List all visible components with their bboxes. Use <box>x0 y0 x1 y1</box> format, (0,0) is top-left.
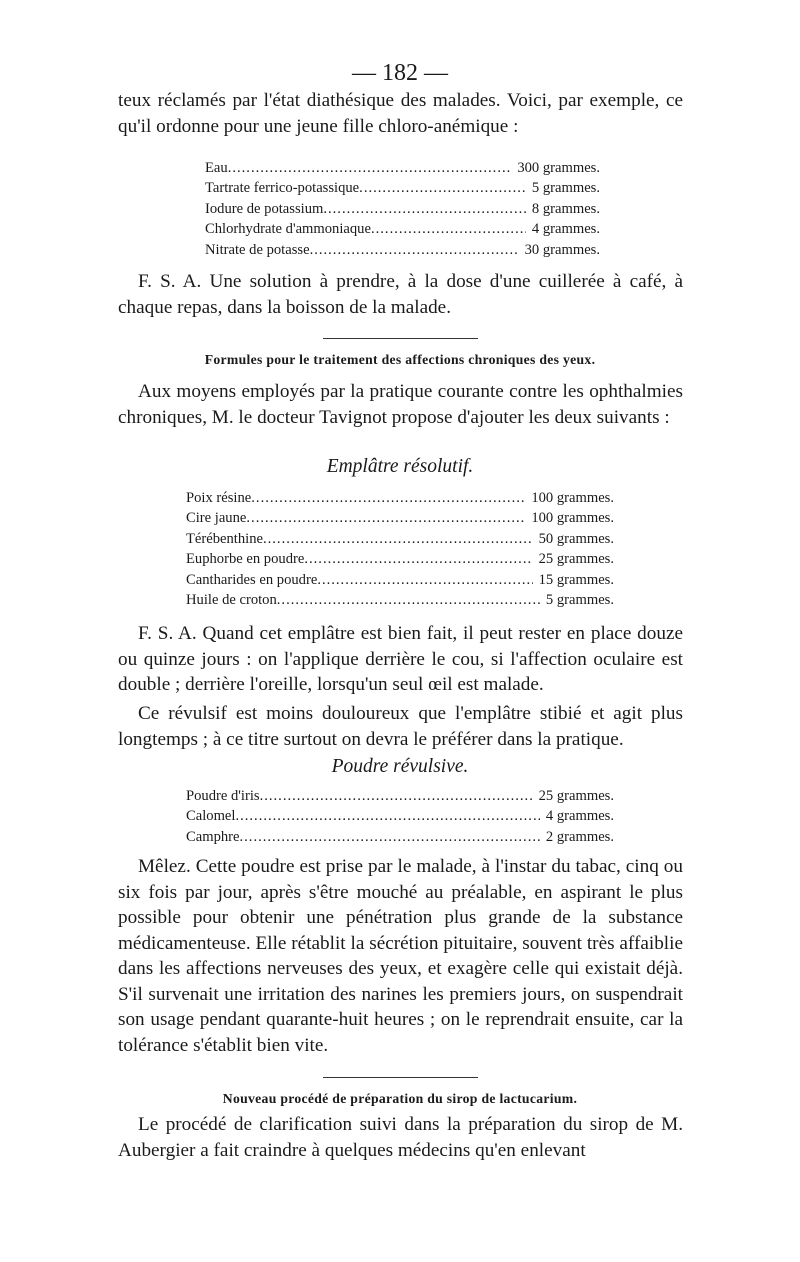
ingredient-quantity: 100 grammes. <box>531 510 614 527</box>
leader-dots <box>251 488 525 508</box>
paragraph-revulsif: Ce révulsif est moins douloureux que l'emplâtre stibié et agit plus longtemps ; à ce titre surtout on devra le préférer dans la pratique. <box>118 703 683 750</box>
formula-row <box>186 570 614 590</box>
paragraph-fsa-solution: F. S. A. Une solution à prendre, à la dose d'une cuillerée à café, à chaque repas, dans la boisson de la malade. <box>118 271 683 318</box>
subtitle-poudre: Poudre révulsive. <box>331 756 469 777</box>
paragraph-fsa-emplatre: F. S. A. Quand cet emplâtre est bien fait, il peut rester en place douze ou quinze jours : on l'applique derrière le cou, si l'affection oculaire est double ; derrière l'oreille, lorsqu'un seul œil est malade. <box>118 623 683 695</box>
ingredient-quantity: 50 grammes. <box>538 530 614 547</box>
ingredient-quantity: 4 grammes. <box>531 221 600 238</box>
leader-dots <box>277 590 540 610</box>
leader-dots <box>304 549 532 569</box>
formula-row <box>205 158 600 178</box>
formula-row <box>186 529 614 549</box>
formula-table-poudre <box>186 786 614 847</box>
ingredient-quantity: 100 grammes. <box>531 490 614 506</box>
ingredient-quantity: 15 grammes. <box>538 571 614 588</box>
subtitle-emplatre: Emplâtre résolutif. <box>326 456 474 477</box>
section-heading-sirop: Nouveau procédé de préparation du sirop de lactucarium. <box>222 1091 578 1106</box>
formula-row <box>186 786 614 806</box>
ingredient-name: Camphre <box>186 828 240 845</box>
formula-row <box>205 178 600 198</box>
leader-dots <box>371 219 526 239</box>
ingredient-quantity: 25 grammes. <box>538 788 614 804</box>
paragraph-tavignot: Aux moyens employés par la pratique courante contre les ophthalmies chroniques, M. le docteur Tavignot propose d'ajouter les deux suivants : <box>118 381 683 428</box>
formula-row <box>205 199 600 219</box>
formula-row <box>186 549 614 569</box>
ingredient-quantity: 5 grammes. <box>545 591 614 608</box>
ingredient-name: Poix résine <box>186 490 252 506</box>
leader-dots <box>246 508 525 528</box>
ingredient-name: Cantharides en poudre <box>186 571 318 588</box>
paragraph-melez: Mêlez. Cette poudre est prise par le malade, à l'instar du tabac, cinq ou six fois par jour, après s'être mouché au préalable, en aspirant le plus possible pour obtenir une pénétration plus grande de la substance médicamenteuse. Elle rétablit la sécrétion pituitaire, souvent très affaiblie dans les affections nerveuses des yeux, et exagère celle qui existait déjà. S'il survenait une irritation des narines les premiers jours, on suspendrait son usage pendant quarante-huit heures ; on le reprendrait ensuite, car la tolérance s'établit bien vite. <box>118 856 683 1056</box>
ingredient-name: Chlorhydrate d'ammoniaque <box>205 221 371 238</box>
ingredient-quantity: 8 grammes. <box>531 200 600 217</box>
ingredient-name: Nitrate de potasse <box>205 241 310 258</box>
section-rule <box>323 1077 478 1078</box>
formula-table-solution <box>205 158 600 260</box>
section-heading-eyes: Formules pour le traitement des affections chroniques des yeux. <box>204 352 596 367</box>
leader-dots <box>323 199 526 219</box>
leader-dots <box>317 570 532 590</box>
ingredient-name: Térébenthine <box>186 530 263 547</box>
leader-dots <box>310 240 519 260</box>
formula-row <box>186 590 614 610</box>
leader-dots <box>228 158 512 178</box>
ingredient-quantity: 2 grammes. <box>545 828 614 845</box>
ingredient-name: Calomel <box>186 808 236 825</box>
ingredient-name: Euphorbe en poudre <box>186 551 305 568</box>
leader-dots <box>235 806 539 826</box>
leader-dots <box>260 786 533 806</box>
leader-dots <box>240 827 540 847</box>
formula-table-emplatre <box>186 488 614 610</box>
ingredient-name: Cire jaune <box>186 510 247 527</box>
formula-row <box>205 240 600 260</box>
ingredient-quantity: 30 grammes. <box>524 241 600 258</box>
page-number: — 182 — <box>352 60 448 86</box>
ingredient-quantity: 25 grammes. <box>538 551 614 568</box>
formula-row <box>186 508 614 528</box>
formula-row <box>186 488 614 508</box>
ingredient-quantity: 5 grammes. <box>531 180 600 197</box>
formula-row <box>205 219 600 239</box>
ingredient-name: Huile de croton <box>186 591 277 608</box>
ingredient-name: Iodure de potassium <box>205 200 324 217</box>
ingredient-name: Eau <box>205 160 228 176</box>
section-rule <box>323 338 478 339</box>
ingredient-quantity: 300 grammes. <box>517 160 600 176</box>
ingredient-quantity: 4 grammes. <box>545 808 614 825</box>
paragraph-intro: teux réclamés par l'état diathésique des malades. Voici, par exemple, ce qu'il ordonne pour une jeune fille chloro-anémique : <box>118 90 683 137</box>
paragraph-aubergier: Le procédé de clarification suivi dans la préparation du sirop de M. Aubergier a fait craindre à quelques médecins qu'en enlevant <box>118 1114 683 1161</box>
leader-dots <box>359 178 526 198</box>
ingredient-name: Tartrate ferrico-potassique <box>205 180 360 197</box>
formula-row <box>186 806 614 826</box>
formula-row <box>186 827 614 847</box>
ingredient-name: Poudre d'iris <box>186 788 260 804</box>
leader-dots <box>263 529 533 549</box>
